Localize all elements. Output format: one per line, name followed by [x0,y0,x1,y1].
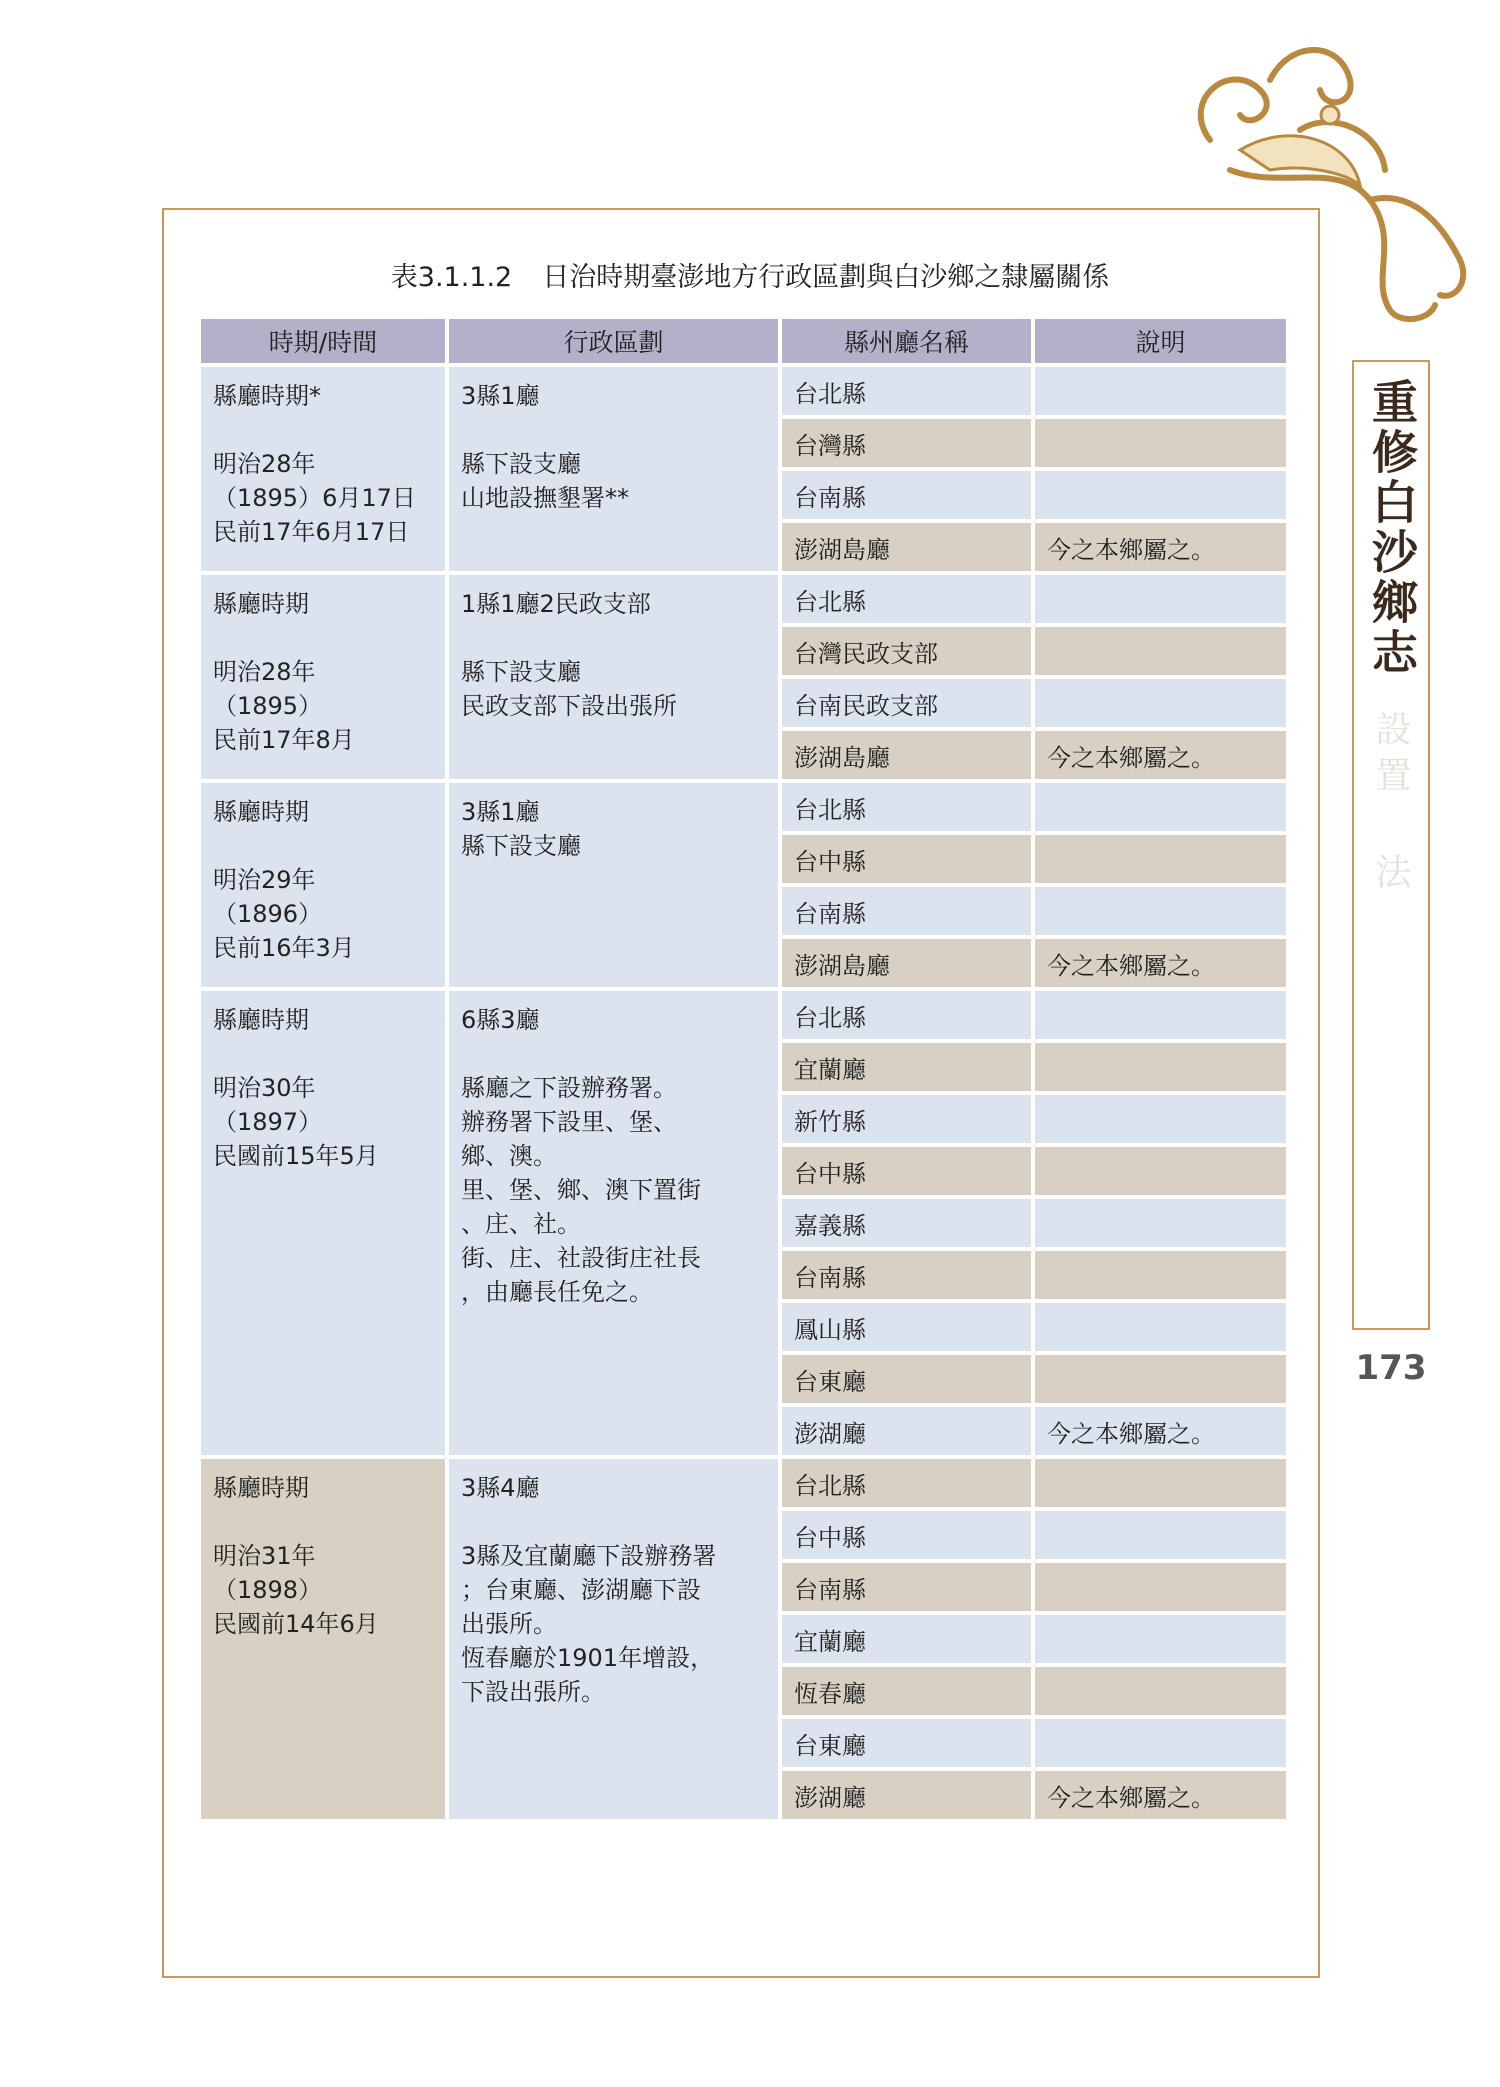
period-cell [201,367,445,571]
admin-division-cell [449,783,778,987]
county-name-cell: 台北縣 [782,1459,1031,1507]
table-row [201,783,1286,831]
admin-division-line: 3縣1廳 [461,798,540,826]
faint-bleed-text: 設置 法 [1370,710,1411,899]
county-name-cell: 台灣縣 [782,419,1031,467]
period-line: （1896） [213,900,323,928]
admin-division-line: 山地設撫墾署** [461,484,629,512]
admin-division-line: 縣廳之下設辦務署。 [461,1074,677,1102]
note-cell: 今之本鄉屬之。 [1035,1771,1286,1819]
period-line: 民前17年8月 [213,726,355,754]
period-cell [201,991,445,1455]
note-cell [1035,1147,1286,1195]
note-cell [1035,991,1286,1039]
period-line: （1898） [213,1576,323,1604]
admin-division-line: 縣下設支廳 [461,450,581,478]
county-name-cell: 台中縣 [782,835,1031,883]
county-name-cell: 台中縣 [782,1147,1031,1195]
header-county-name: 縣州廳名稱 [782,319,1031,363]
admin-division-cell [449,991,778,1455]
table-row [201,367,1286,415]
admin-division-line: 恆春廳於1901年增設， [461,1644,715,1672]
period-line: （1897） [213,1108,323,1136]
admin-division-line [461,1037,766,1071]
admin-division-line: ，由廳長任免之。 [461,1278,653,1306]
county-name-cell: 台南縣 [782,1563,1031,1611]
county-name-cell: 台北縣 [782,575,1031,623]
admin-division-line: 里、堡、鄉、澳下置街 [461,1176,701,1204]
note-cell [1035,1615,1286,1663]
note-cell [1035,1251,1286,1299]
note-cell [1035,419,1286,467]
county-name-cell: 台北縣 [782,367,1031,415]
note-cell [1035,1719,1286,1767]
note-cell [1035,679,1286,727]
header-admin-division: 行政區劃 [449,319,778,363]
admin-division-line: 6縣3廳 [461,1006,540,1034]
county-name-cell: 新竹縣 [782,1095,1031,1143]
period-cell [201,783,445,987]
header-period: 時期/時間 [201,319,445,363]
period-line: （1895）6月17日 [213,484,416,512]
note-cell [1035,471,1286,519]
period-line [213,621,433,655]
county-name-cell: 台南民政支部 [782,679,1031,727]
period-line: 縣廳時期 [213,798,309,826]
period-line: （1895） [213,692,323,720]
county-name-cell: 台東廳 [782,1355,1031,1403]
table-row [201,575,1286,623]
admin-division-line: 1縣1廳2民政支部 [461,590,651,618]
note-cell: 今之本鄉屬之。 [1035,939,1286,987]
period-cell [201,1459,445,1819]
admin-division-line: 3縣及宜蘭廳下設辦務署 [461,1542,717,1570]
admin-division-table [197,315,1290,1823]
admin-division-line [461,621,766,655]
table-number: 表3.1.1.2 [390,262,513,293]
county-name-cell: 澎湖島廳 [782,939,1031,987]
admin-division-line: ；台東廳、澎湖廳下設 [461,1576,701,1604]
table-caption [0,255,1500,294]
admin-division-cell [449,367,778,571]
note-cell [1035,367,1286,415]
admin-division-line [461,1505,766,1539]
page-number: 173 [1355,1348,1427,1388]
table-row [201,991,1286,1039]
period-line: 民國前14年6月 [213,1610,379,1638]
admin-division-line: 鄉、澳。 [461,1142,557,1170]
county-name-cell: 嘉義縣 [782,1199,1031,1247]
admin-division-cell [449,575,778,779]
period-line: 民國前15年5月 [213,1142,379,1170]
admin-division-line: 3縣4廳 [461,1474,540,1502]
county-name-cell: 台東廳 [782,1719,1031,1767]
period-line: 縣廳時期 [213,590,309,618]
note-cell [1035,783,1286,831]
period-line: 明治31年 [213,1542,316,1570]
note-cell [1035,627,1286,675]
note-cell [1035,1095,1286,1143]
header-row [201,319,1286,363]
period-line [213,413,433,447]
period-line: 民前17年6月17日 [213,518,410,546]
note-cell [1035,1563,1286,1611]
period-line: 縣廳時期* [213,382,321,410]
note-cell [1035,1667,1286,1715]
note-cell [1035,887,1286,935]
admin-division-line [461,413,766,447]
note-cell [1035,575,1286,623]
note-cell [1035,1511,1286,1559]
admin-division-line: 民政支部下設出張所 [461,692,677,720]
county-name-cell: 台中縣 [782,1511,1031,1559]
table-title: 日治時期臺澎地方行政區劃與白沙鄉之隸屬關係 [542,262,1110,293]
note-cell [1035,1303,1286,1351]
county-name-cell: 澎湖廳 [782,1771,1031,1819]
period-line: 明治28年 [213,658,316,686]
county-name-cell: 恆春廳 [782,1667,1031,1715]
admin-division-line: 3縣1廳 [461,382,540,410]
county-name-cell: 鳳山縣 [782,1303,1031,1351]
table-row [201,1459,1286,1507]
admin-division-line: 縣下設支廳 [461,658,581,686]
county-name-cell: 台南縣 [782,471,1031,519]
admin-division-line: 出張所。 [461,1610,557,1638]
note-cell [1035,1199,1286,1247]
county-name-cell: 台北縣 [782,783,1031,831]
period-line: 民前16年3月 [213,934,355,962]
admin-division-cell [449,1459,778,1819]
note-cell: 今之本鄉屬之。 [1035,523,1286,571]
admin-division-line: 下設出張所。 [461,1678,605,1706]
county-name-cell: 台北縣 [782,991,1031,1039]
county-name-cell: 台南縣 [782,1251,1031,1299]
admin-division-line: 街、庄、社設街庄社長 [461,1244,701,1272]
note-cell: 今之本鄉屬之。 [1035,1407,1286,1455]
county-name-cell: 台南縣 [782,887,1031,935]
admin-division-line: 縣下設支廳 [461,832,581,860]
period-line: 明治29年 [213,866,316,894]
book-title: 重修白沙鄉志 [1365,378,1419,678]
period-line: 明治30年 [213,1074,316,1102]
county-name-cell: 宜蘭廳 [782,1615,1031,1663]
header-note: 說明 [1035,319,1286,363]
period-line [213,1037,433,1071]
period-line: 縣廳時期 [213,1006,309,1034]
note-cell [1035,1355,1286,1403]
period-line: 明治28年 [213,450,316,478]
period-line [213,829,433,863]
note-cell [1035,1043,1286,1091]
county-name-cell: 宜蘭廳 [782,1043,1031,1091]
note-cell: 今之本鄉屬之。 [1035,731,1286,779]
period-cell [201,575,445,779]
note-cell [1035,1459,1286,1507]
period-line [213,1505,433,1539]
county-name-cell: 澎湖島廳 [782,523,1031,571]
county-name-cell: 澎湖島廳 [782,731,1031,779]
county-name-cell: 台灣民政支部 [782,627,1031,675]
admin-division-line: 辦務署下設里、堡、 [461,1108,677,1136]
county-name-cell: 澎湖廳 [782,1407,1031,1455]
admin-division-line: 、庄、社。 [461,1210,581,1238]
note-cell [1035,835,1286,883]
period-line: 縣廳時期 [213,1474,309,1502]
table-body [201,367,1286,1819]
